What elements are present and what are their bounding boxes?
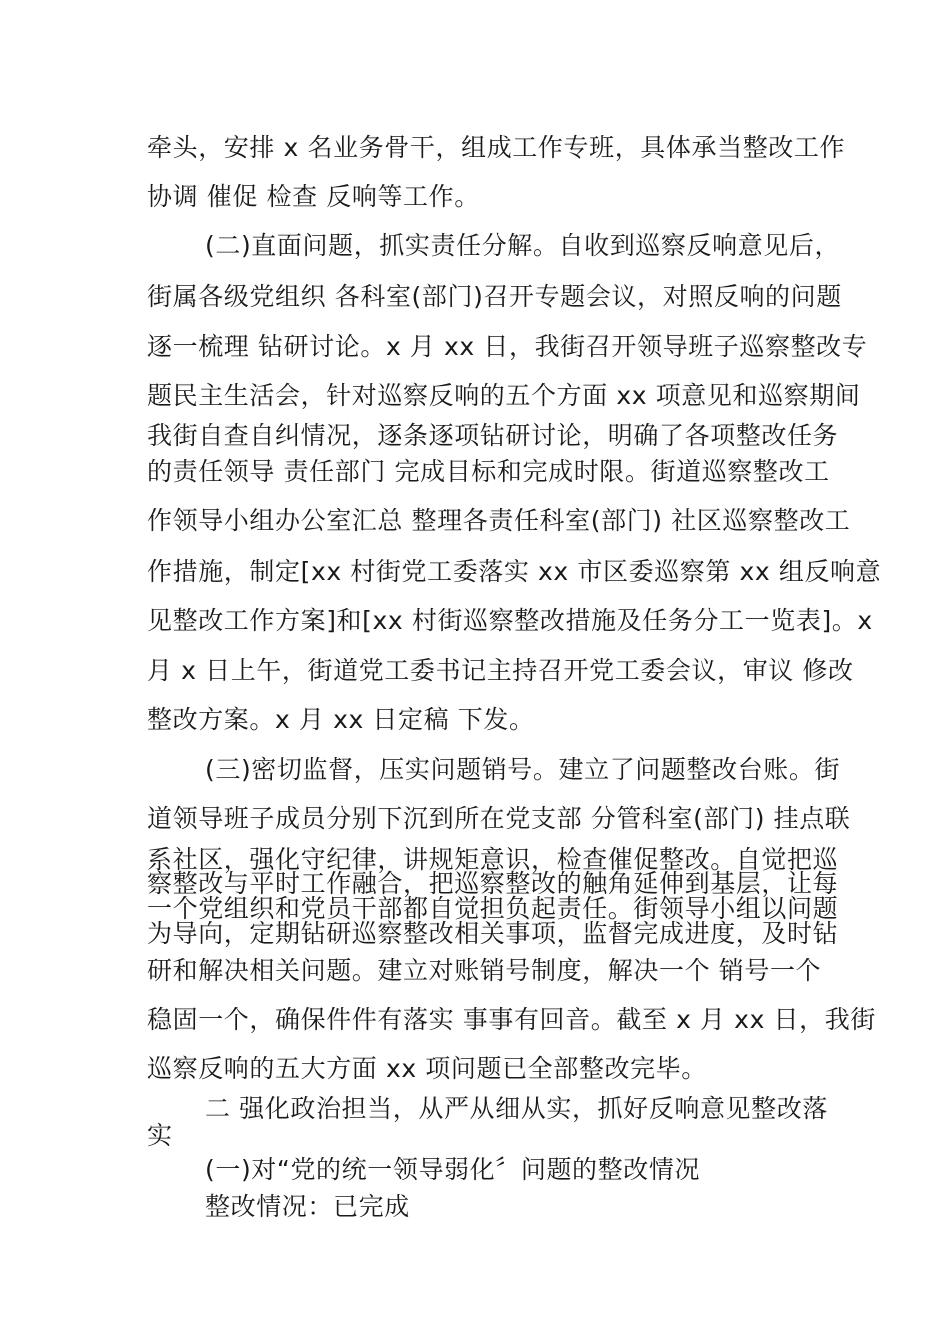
body-line: 逐一梳理 钻研讨论。x 月 xx 日，我街召开领导班子巡察整改专	[147, 332, 868, 361]
body-line: 街属各级党组织 各科室(部门)召开专题会议，对照反响的问题	[147, 282, 842, 311]
body-line: 系社区，强化守纪律，讲规矩意识，检查催促整改。自觉把巡	[147, 845, 839, 874]
sub-heading: (一)对“党的统一领导弱化〞问题的整改情况	[205, 1155, 701, 1184]
body-line: 月 x 日上午，街道党工委书记主持召开党工委会议，审议 修改	[147, 656, 854, 685]
body-line: 作措施，制定[xx 村街党工委落实 xx 市区委巡察第 xx 组反响意	[147, 557, 882, 586]
body-line: 整改方案。x 月 xx 日定稿 下发。	[147, 705, 535, 734]
paragraph-heading-2: (二)直面问题，抓实责任分解。自收到巡察反响意见后，	[205, 231, 841, 260]
section-heading-continued: 实	[147, 1121, 173, 1150]
paragraph-heading-3: (三)密切监督，压实问题销号。建立了问题整改台账。街	[205, 755, 841, 784]
body-line: 察整改与平时工作融合，把巡察整改的触角延伸到基层，让每	[147, 869, 839, 898]
body-line: 我街自查自纠情况，逐条逐项钻研讨论，明确了各项整改任务	[147, 421, 839, 450]
body-line: 道领导班子成员分别下沉到所在党支部 分管科室(部门) 挂点联	[147, 804, 851, 833]
body-line: 题民主生活会，针对巡察反响的五个方面 xx 项意见和巡察期间	[147, 381, 861, 410]
section-heading: 二 强化政治担当，从严从细从实，抓好反响意见整改落	[205, 1094, 828, 1123]
body-line: 牵头，安排 x 名业务骨干，组成工作专班，具体承当整改工作	[147, 133, 846, 162]
body-line: 为导向，定期钻研巡察整改相关事项，监督完成进度，及时钻	[147, 919, 839, 948]
body-line: 巡察反响的五大方面 xx 项问题已全部整改完毕。	[147, 1054, 707, 1083]
body-line: 作领导小组办公室汇总 整理各责任科室(部门) 社区巡察整改工	[147, 506, 851, 535]
status-line: 整改情况：已完成	[205, 1192, 410, 1221]
body-line: 研和解决相关问题。建立对账销号制度，解决一个 销号一个	[147, 956, 822, 985]
body-line: 协调 催促 检查 反响等工作。	[147, 182, 480, 211]
body-line: 稳固一个，确保件件有落实 事事有回音。截至 x 月 xx 日，我街	[147, 1005, 876, 1034]
body-line: 一个党组织和党员干部都自觉担负起责任。街领导小组以问题	[147, 894, 839, 923]
body-line: 的责任领导 责任部门 完成目标和完成时限。街道巡察整改工	[147, 457, 830, 486]
body-line: 见整改工作方案]和[xx 村街巡察整改措施及任务分工一览表]。x	[147, 606, 873, 635]
